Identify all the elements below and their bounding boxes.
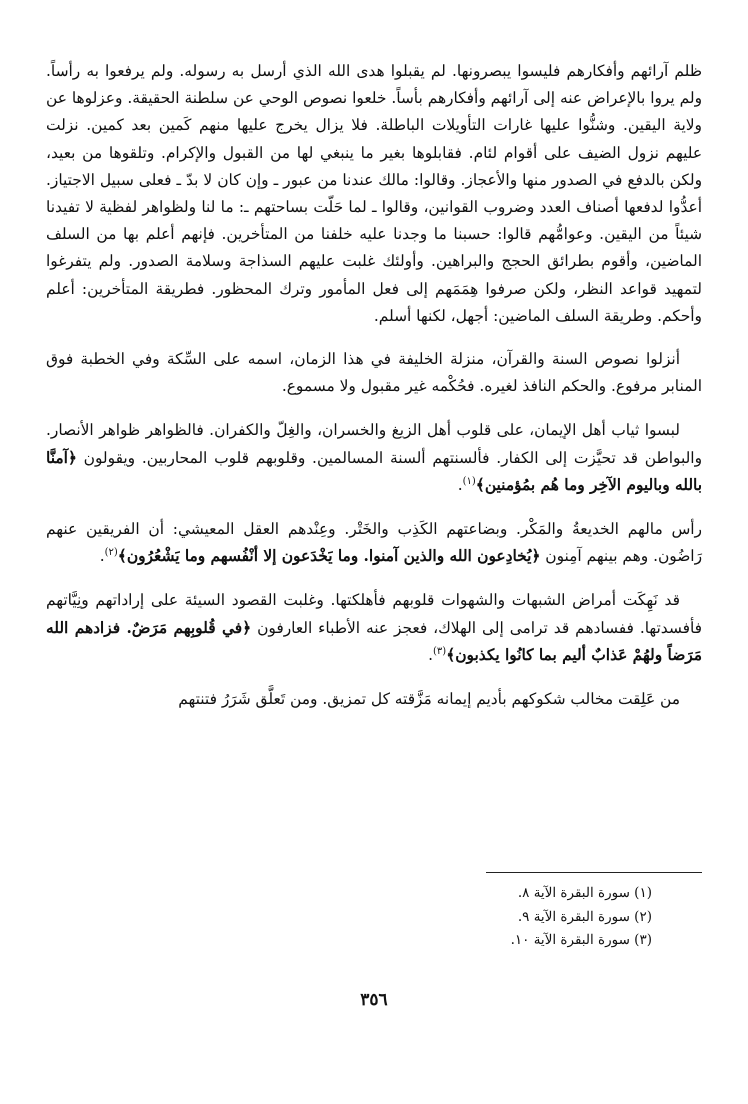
paragraph-5-end: . — [428, 645, 434, 664]
footnote-divider — [486, 872, 702, 873]
paragraph-4-end: . — [99, 547, 105, 566]
paragraph-1-text: ظلم آرائهم وأفكارهم فليسوا يبصرونها. لم يقبلوا هدى الله الذي أرسل به رسوله. ولم يرفعوا به رأساً. ولم يروا بالإعراض عنه إلى آرائهم وأفكارهم بأساً. خلعوا نصوص الوحي عن سلطنة الحقيقة. وعزلوها عن ولاية اليقين. وشنُّوا عليها غارات التأويلات الباطلة. فلا يزال يخرج عليها منهم كَمين بعد كمين. نزلت عليهم نزول الضيف على أقوام لئام. فقابلوها بغير ما ينبغي لها من القبول والإكرام. وتلقوها من بعيد، ولكن بالدفع في الصدور منها والأعجاز. وقالوا: مالك عندنا من عبور ـ وإن كان لا بدّ ـ فعلى سبيل الاجتياز. أعدُّوا لدفعها أصناف العدد وضروب القوانين، وقالوا ـ لما حَلّت بساحتهم ـ: ما لنا ولظواهر لفظية لا تفيدنا شيئاً من اليقين. وعوامُّهم قالوا: حسبنا ما وجدنا عليه خلفنا من المتأخرين. فإنهم أعلم بها من السلف الماضين، وأقوم بطرائق الحجج والبراهين. وأولئك غلبت عليهم السذاجة وسلامة الصدور. ولم يتفرغوا لتمهيد قواعد النظر، ولكن صرفوا هِمَمَهم إلى فعل المأمور وترك المحظور. فطريقة المتأخرين: أعلم وأحكم. وطريقة السلف الماضين: أجهل، لكنها أسلم. — [46, 62, 702, 325]
footnote-2: (٢) سورة البقرة الآية ٩. — [517, 908, 652, 925]
footnote-1: (١) سورة البقرة الآية ٨. — [517, 885, 652, 901]
footnote-ref-2[interactable]: (٢) — [104, 547, 118, 559]
paragraph-4-text: رأس مالهم الخديعةُ والمَكْر. وبضاعتهم الكَذِب والخَتْر. وعِنْدهم العقل المعيشي: أن الفريقين عنهم رَاضُون. وهم بينهم آمِنون — [46, 520, 702, 566]
quran-verse: ﴿آمنَّا بالله وباليوم الآخِر وما هُم بمُؤمنين﴾ — [46, 448, 702, 494]
page-body — [46, 58, 702, 730]
paragraph-5-text: قد نَهِكَت أمراض الشبهات والشهوات قلوبهم فأهلكتها. وغلبت القصود السيئة على إراداتهم ونِيَّاتهم فأفسدتها. ففسادهم قد ترامى إلى الهلاك، فعجز عنه الأطباء العارفون — [46, 591, 702, 637]
quran-verse: ﴿يُخادِعون الله والذين آمنوا. وما يَخْدَعون إلا أنْفُسهم وما يَشْعُرُون﴾ — [117, 547, 541, 566]
paragraph-4 — [46, 516, 702, 570]
paragraph-6 — [46, 686, 702, 713]
footnotes — [252, 882, 652, 953]
paragraph-1 — [46, 58, 702, 330]
paragraph-3-text: لبسوا ثياب أهل الإيمان، على قلوب أهل الزيغ والخسران، والغِلّ والكفران. فالظواهر ظواهر الأنصار. والبواطن قد تحيَّزت إلى الكفار. فألسنتهم ألسنة المسالمين. وقلوبهم قلوب المحاربين. ويقولون — [46, 421, 702, 467]
paragraph-5 — [46, 587, 702, 669]
quran-verse: ﴿في قُلوبِهم مَرَضٌ. فزادهم الله مَرَضاً ولهُمْ عَذابٌ أليم بما كانُوا يكذبون﴾ — [46, 618, 702, 664]
paragraph-3 — [46, 417, 702, 499]
footnote-ref-3[interactable]: (٣) — [433, 645, 447, 657]
paragraph-2-text: أنزلوا نصوص السنة والقرآن، منزلة الخليفة في هذا الزمان، اسمه على السِّكة وفي الخطبة فوق المنابر مرفوع. والحكم النافذ لغيره. فحُكْمه غير مقبول ولا مسموع. — [46, 350, 702, 396]
paragraph-3-end: . — [457, 475, 463, 494]
page-number: ٣٥٦ — [360, 990, 388, 1010]
footnote-ref-1[interactable]: (١) — [462, 475, 476, 487]
footnote-3: (٣) سورة البقرة الآية ١٠. — [510, 932, 652, 948]
paragraph-2 — [46, 346, 702, 400]
paragraph-6-text: من عَلِقت مخالب شكوكهم بأديم إيمانه مَزَّقته كل تمزيق. ومن تَعلَّق شَرَرُ فتنتهم — [178, 690, 680, 709]
